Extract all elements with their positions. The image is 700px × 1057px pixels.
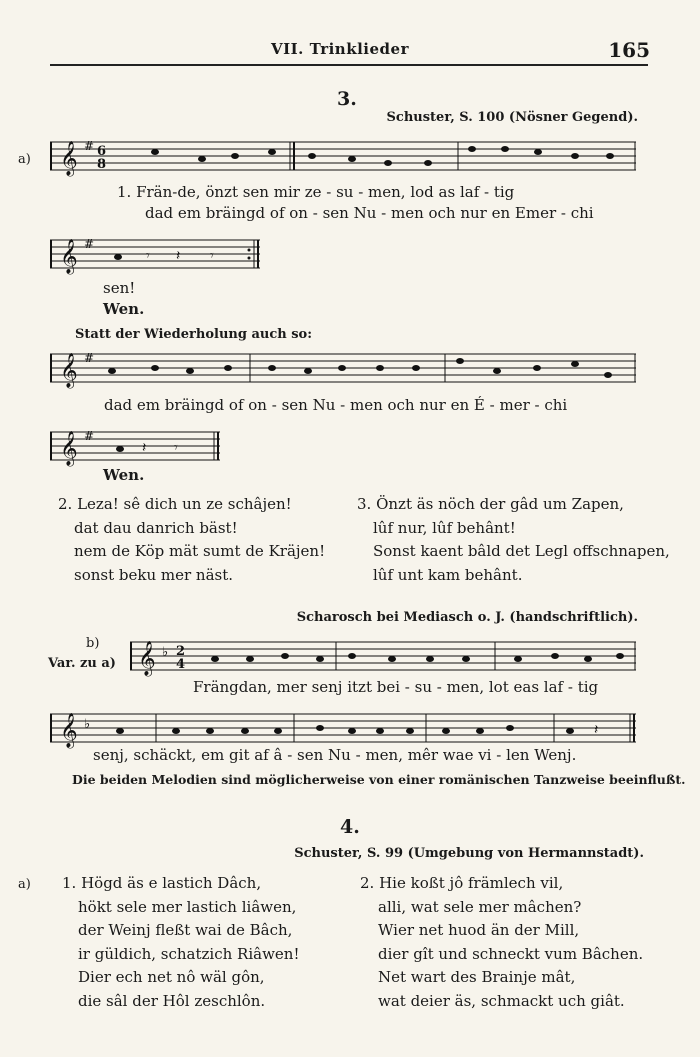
svg-text:#: #: [84, 139, 95, 153]
svg-text:𝄞: 𝄞: [60, 431, 78, 466]
stanza-line: alli, wat sele mer mâchen?: [378, 897, 582, 916]
lyrics-line: dad em bräingd of on - sen Nu - men och nur en Emer - chi: [145, 204, 594, 222]
svg-text:𝄞: 𝄞: [138, 641, 156, 676]
page-number: 165: [608, 38, 650, 62]
stanza-line: Wier net huod än der Mill,: [378, 921, 580, 939]
lyrics-line: senj, schäckt, em git af â - sen Nu - men, mêr wae vi - len Wenj.: [93, 746, 577, 764]
svg-text:𝄽: 𝄽: [594, 722, 599, 738]
svg-text:𝄞: 𝄞: [60, 141, 78, 176]
stanza-line: nem de Köp mät sumt de Kräjen!: [74, 542, 326, 560]
stanza-line: der Weinj fleßt wai de Bâch,: [78, 921, 293, 939]
lyrics-line: sen!: [103, 279, 136, 297]
chapter-title: VII. Trinklieder: [271, 40, 409, 58]
song-source: Schuster, S. 100 (Nösner Gegend).: [386, 110, 638, 125]
song-number: 3.: [337, 88, 357, 110]
lyrics-line: 1. Frän-de, önzt sen mir ze - su - men, lod as laf - tig: [117, 183, 515, 201]
stanza-line: 1. Högd äs e lastich Dâch,: [62, 874, 262, 892]
music-staff: [50, 346, 636, 396]
stanza-line: lûf unt kam behânt.: [373, 565, 523, 584]
svg-text:6: 6: [97, 144, 107, 159]
stanza-line: lûf nur, lûf behânt!: [373, 518, 516, 537]
stanza-line: Sonst kaent bâld det Legl offschnapen,: [373, 542, 670, 560]
svg-text:𝄽: 𝄽: [176, 248, 181, 264]
stanza-2: [360, 872, 643, 1013]
svg-text:𝄞: 𝄞: [60, 239, 78, 274]
music-staff: [130, 634, 636, 684]
repeat-instruction: Statt der Wiederholung auch so:: [75, 327, 313, 342]
stanza-line: dier gît und schneckt vum Bâchen.: [378, 944, 644, 963]
variant-source: Scharosch bei Mediasch o. J. (handschriftlich).: [296, 610, 638, 625]
stanza-line: 2. Hie koßt jô främlech vil,: [360, 874, 564, 892]
svg-text:𝄾: 𝄾: [146, 248, 150, 264]
footnote: Die beiden Melodien sind möglicherweise von einer romänischen Tanzweise beeinflußt.: [72, 772, 686, 787]
svg-text:#: #: [84, 351, 95, 365]
stanza-line: hökt sele mer lastich liâwen,: [78, 897, 297, 916]
variant-label: a): [18, 152, 31, 167]
stanza-line: wat deier äs, schmackt uch giât.: [378, 991, 625, 1010]
svg-text:𝄽: 𝄽: [142, 440, 147, 456]
svg-text:8: 8: [97, 157, 107, 172]
header-rule: [50, 64, 648, 66]
variant-label: b): [86, 636, 100, 651]
lyrics-line: Wen.: [103, 466, 145, 484]
stanza-line: 2. Leza! sê dich un ze schâjen!: [58, 495, 292, 513]
svg-text:#: #: [84, 429, 95, 443]
svg-text:4: 4: [176, 657, 186, 672]
song-number: 4.: [340, 816, 360, 838]
lyrics-line: Frängdan, mer senj itzt bei - su - men, lot eas laf - tig: [193, 678, 599, 696]
svg-text:2: 2: [176, 644, 186, 659]
stanza-line: sonst beku mer näst.: [74, 565, 234, 584]
stanza-line: ir güldich, schatzich Riâwen!: [78, 944, 300, 963]
svg-text:𝄞: 𝄞: [60, 713, 78, 748]
lyrics-line: dad em bräingd of on - sen Nu - men och nur en É - mer - chi: [104, 396, 568, 414]
variant-label: a): [18, 877, 31, 892]
stanza-line: Dier ech net nô wäl gôn,: [78, 968, 265, 986]
lyrics-line: Wen.: [103, 300, 145, 318]
variant-sublabel: Var. zu a): [48, 656, 116, 671]
svg-text:♭: ♭: [162, 645, 169, 660]
stanza-1: [62, 872, 300, 1013]
stanza-line: 3. Önzt äs nöch der gâd um Zapen,: [357, 495, 624, 513]
stanza-line: Net wart des Brainje mât,: [378, 968, 576, 986]
song-source: Schuster, S. 99 (Umgebung von Hermannstadt).: [294, 846, 644, 861]
music-staff: [50, 134, 636, 184]
svg-text:𝄞: 𝄞: [60, 353, 78, 388]
stanza-line: die sâl der Hôl zeschlôn.: [78, 991, 266, 1010]
svg-text:𝄾: 𝄾: [210, 248, 214, 264]
svg-text:♭: ♭: [84, 717, 91, 732]
stanza-2: [58, 493, 325, 587]
svg-text:𝄾: 𝄾: [174, 440, 178, 456]
stanza-line: dat dau danrich bäst!: [74, 518, 238, 537]
music-staff: [50, 232, 260, 282]
svg-text:#: #: [84, 237, 95, 251]
stanza-3: [357, 493, 670, 587]
